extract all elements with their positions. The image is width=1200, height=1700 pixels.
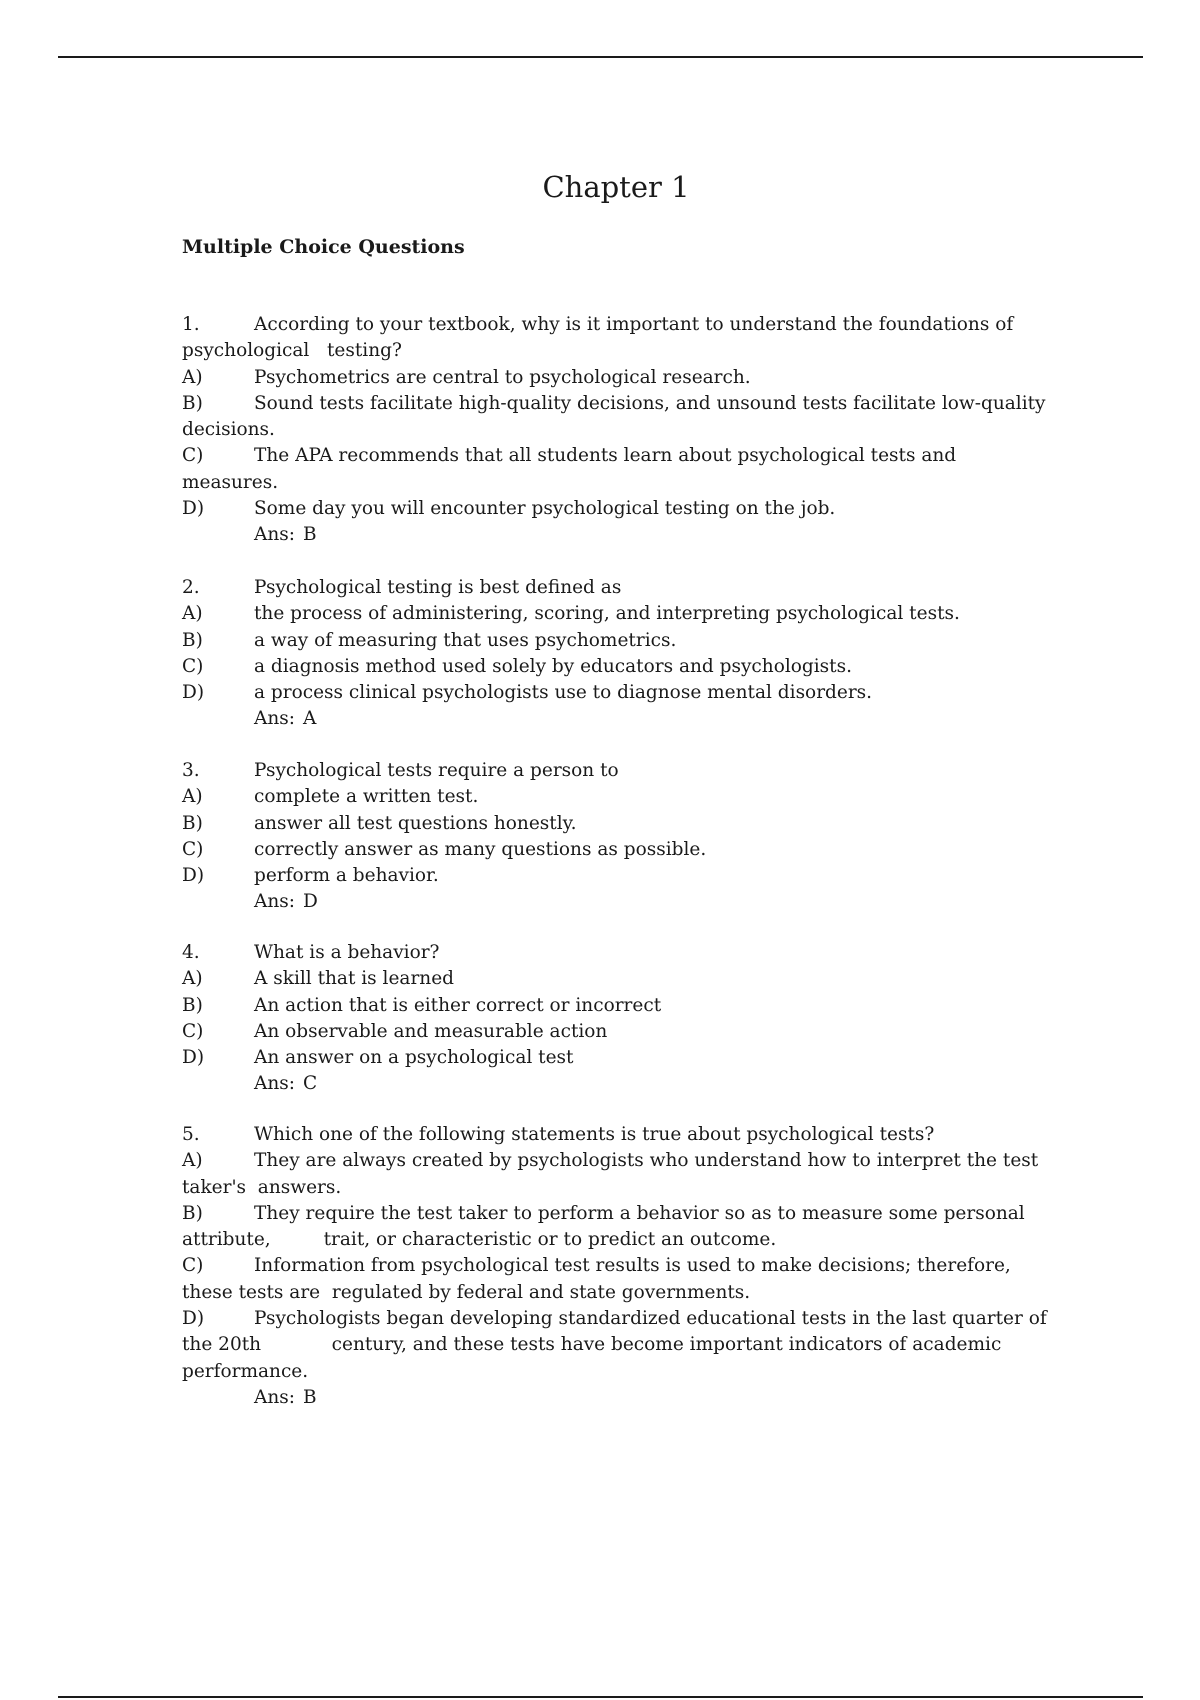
answer-value: B [303, 524, 317, 546]
option-letter: A) [182, 1150, 203, 1172]
option-b [182, 391, 1062, 417]
answer-value: D [303, 891, 318, 913]
question-number: 2. [182, 577, 200, 598]
question-stem-text: Psychological testing is best defined as [254, 577, 622, 598]
answer-label: Ans: [254, 1073, 296, 1095]
answer-value: A [303, 708, 317, 730]
option-text: answer all test questions honestly. [254, 812, 577, 834]
answer-value: B [303, 1386, 317, 1408]
option-letter: B) [182, 812, 203, 834]
option-letter: B) [182, 994, 203, 1016]
option-text-continued: measures. [182, 471, 279, 493]
question-stem-continued: psychological testing? [182, 340, 402, 362]
question-stem-text: Which one of the following statements is true about psychological tests? [254, 1124, 935, 1145]
option-b [182, 1201, 1062, 1227]
option-letter: C) [182, 1255, 204, 1277]
question-stem-text: What is a behavior? [254, 942, 440, 963]
section-title: Multiple Choice Questions [182, 236, 465, 258]
option-text-continued: decisions. [182, 419, 275, 441]
answer-label: Ans: [254, 708, 296, 730]
option-c [182, 443, 1062, 469]
option-text: a process clinical psychologists use to diagnose mental disorders. [254, 682, 873, 704]
chapter-title: Chapter 1 [542, 170, 690, 204]
option-letter: B) [182, 1202, 203, 1224]
question-stem-text: According to your textbook, why is it important to understand the foundations of [254, 314, 1014, 335]
option-text: a diagnosis method used solely by educators and psychologists. [254, 655, 852, 677]
option-text: Information from psychological test results is used to make decisions; therefore, [254, 1255, 1011, 1277]
question-number: 1. [182, 314, 200, 335]
option-b [182, 993, 1062, 1019]
question-1 [182, 312, 1062, 549]
question-3 [182, 758, 1062, 916]
option-b [182, 628, 1062, 654]
option-letter: C) [182, 655, 204, 677]
answer-value: C [303, 1073, 318, 1095]
option-text: A skill that is learned [254, 968, 455, 990]
option-text-continued: the 20th century, and these tests have become important indicators of academic [182, 1334, 1002, 1356]
option-a [182, 784, 1062, 810]
option-text: They are always created by psychologists who understand how to interpret the test [254, 1150, 1039, 1172]
option-d [182, 863, 1062, 889]
question-stem [182, 575, 1062, 601]
question-4 [182, 940, 1062, 1098]
option-a [182, 966, 1062, 992]
option-text: the process of administering, scoring, and interpreting psychological tests. [254, 603, 960, 625]
answer-line [182, 889, 1062, 915]
option-letter: A) [182, 366, 203, 388]
option-text: correctly answer as many questions as possible. [254, 838, 707, 860]
option-letter: D) [182, 1047, 205, 1069]
option-text: Psychometrics are central to psychological research. [254, 366, 751, 388]
option-text: An action that is either correct or incorrect [254, 994, 662, 1016]
option-text-continued: these tests are regulated by federal and state governments. [182, 1281, 751, 1303]
option-c [182, 654, 1062, 680]
option-text: Psychologists began developing standardized educational tests in the last quarter of [254, 1308, 1047, 1330]
header-rule [58, 56, 1143, 58]
option-b [182, 811, 1062, 837]
option-a [182, 601, 1062, 627]
question-2 [182, 575, 1062, 733]
question-stem [182, 940, 1062, 966]
answer-line [182, 706, 1062, 732]
option-d [182, 680, 1062, 706]
option-c [182, 1019, 1062, 1045]
option-letter: A) [182, 968, 203, 990]
option-letter: C) [182, 445, 204, 467]
option-text: They require the test taker to perform a behavior so as to measure some personal [254, 1202, 1025, 1224]
question-number: 4. [182, 942, 200, 963]
question-stem-text: Psychological tests require a person to [254, 760, 619, 781]
option-d [182, 1045, 1062, 1071]
option-text: complete a written test. [254, 786, 479, 808]
option-d [182, 1306, 1062, 1332]
question-stem [182, 1122, 1062, 1148]
option-letter: D) [182, 1308, 205, 1330]
question-number: 5. [182, 1124, 200, 1145]
option-letter: D) [182, 682, 205, 704]
option-letter: A) [182, 786, 203, 808]
option-a [182, 1148, 1062, 1174]
answer-label: Ans: [254, 1386, 296, 1408]
option-a [182, 365, 1062, 391]
option-text: a way of measuring that uses psychometrics. [254, 629, 677, 651]
answer-line [182, 1071, 1062, 1097]
option-text: Sound tests facilitate high-quality decisions, and unsound tests facilitate low-quality [254, 392, 1046, 414]
option-c [182, 837, 1062, 863]
option-text-continued: performance. [182, 1360, 309, 1382]
option-letter: B) [182, 392, 203, 414]
footer-rule [58, 1696, 1143, 1698]
answer-line [182, 522, 1062, 548]
option-letter: D) [182, 498, 205, 520]
option-text: perform a behavior. [254, 865, 439, 887]
option-letter: B) [182, 629, 203, 651]
option-text-continued: attribute, trait, or characteristic or to predict an outcome. [182, 1229, 777, 1251]
answer-label: Ans: [254, 891, 296, 913]
option-letter: C) [182, 838, 204, 860]
option-text: An observable and measurable action [254, 1020, 608, 1042]
question-stem [182, 758, 1062, 784]
option-letter: A) [182, 603, 203, 625]
option-text: The APA recommends that all students learn about psychological tests and [254, 445, 957, 467]
answer-line [182, 1385, 1062, 1411]
option-letter: C) [182, 1020, 204, 1042]
question-stem [182, 312, 1062, 338]
question-5 [182, 1122, 1062, 1411]
question-number: 3. [182, 760, 200, 781]
answer-label: Ans: [254, 524, 296, 546]
option-letter: D) [182, 865, 205, 887]
option-d [182, 496, 1062, 522]
option-text: Some day you will encounter psychological testing on the job. [254, 498, 836, 520]
option-text: An answer on a psychological test [254, 1047, 574, 1069]
option-text-continued: taker's answers. [182, 1176, 342, 1198]
option-c [182, 1253, 1062, 1279]
